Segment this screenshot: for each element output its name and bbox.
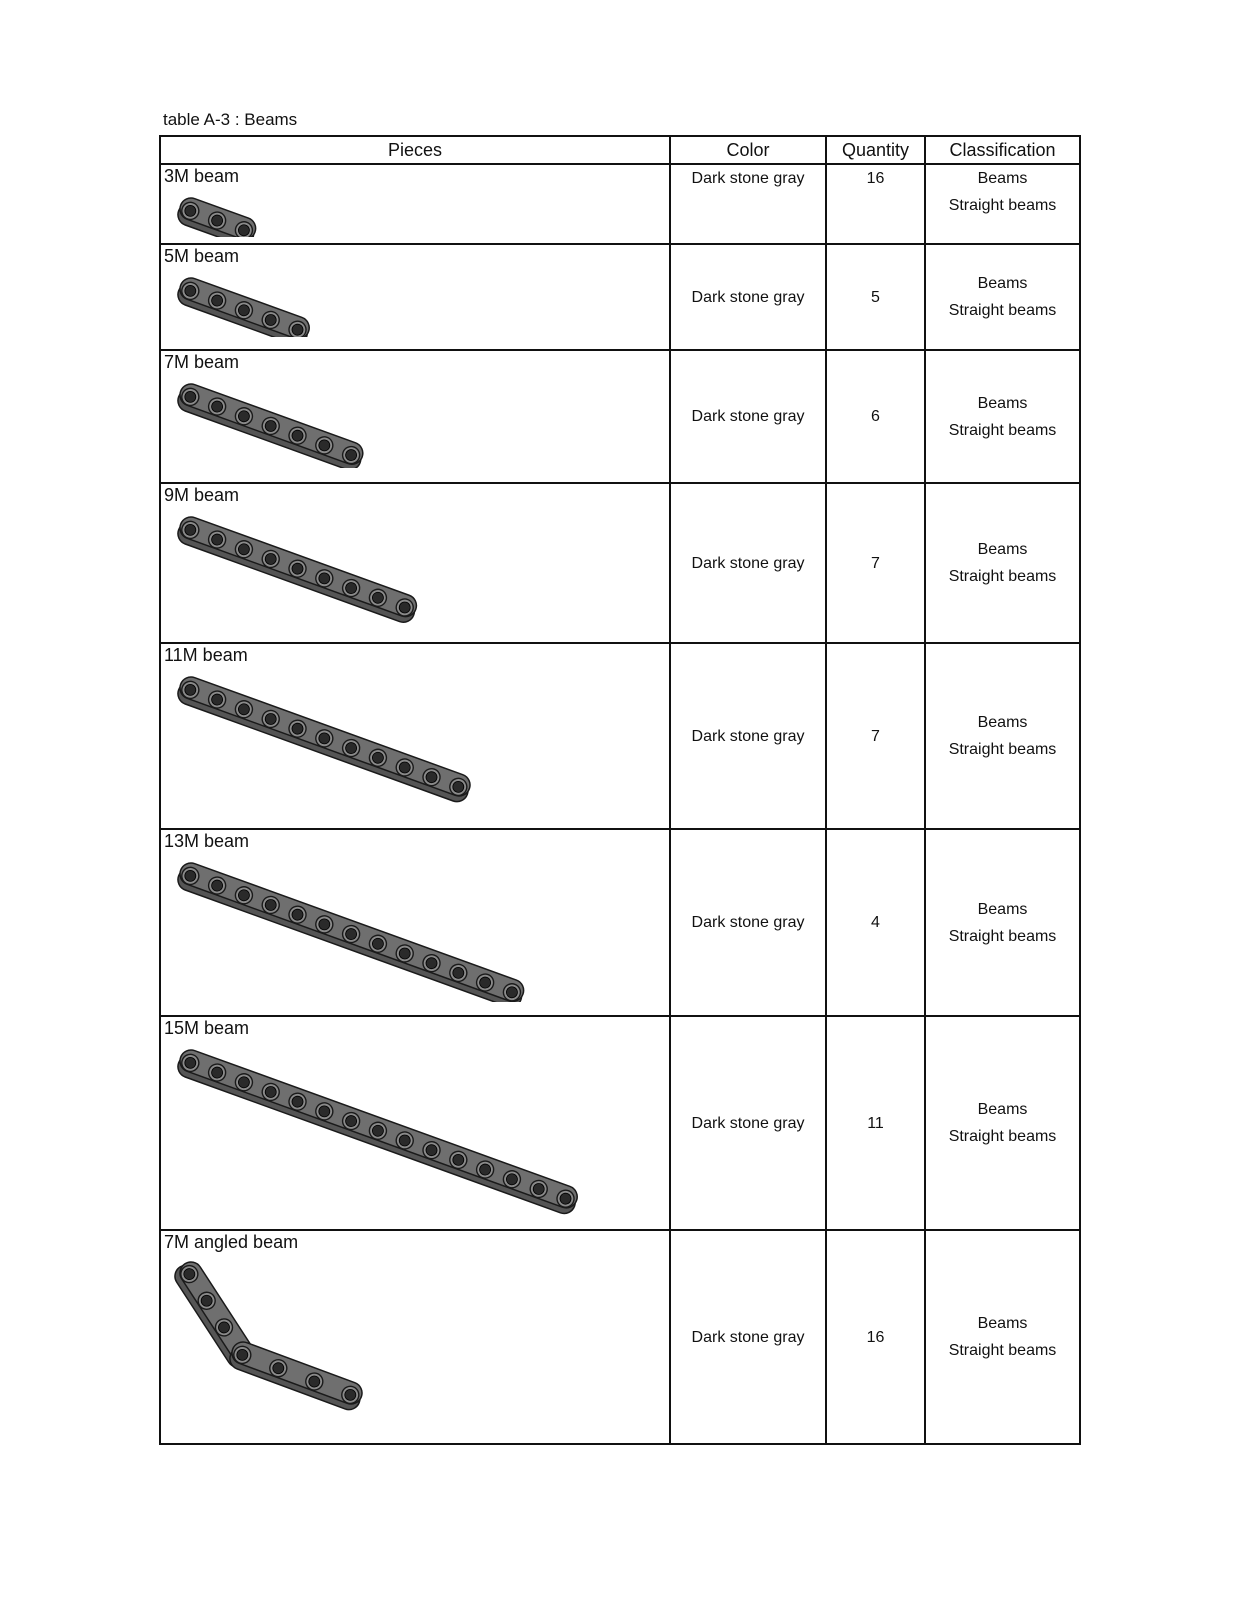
classification-cell [925, 643, 1080, 829]
header-pieces: Pieces [160, 136, 670, 164]
quantity-cell: 5 [826, 244, 925, 350]
piece-name: 13M beam [164, 831, 250, 851]
classification-line-2: Straight beams [948, 568, 1057, 585]
classification-cell [925, 1016, 1080, 1230]
classification-cell [925, 483, 1080, 643]
piece-name: 5M beam [164, 246, 240, 266]
table-row [160, 244, 1080, 350]
classification-line-2: Straight beams [948, 1128, 1057, 1145]
table-row [160, 1230, 1080, 1444]
classification-cell [925, 164, 1080, 244]
beam-3m-icon [161, 187, 661, 237]
beams-table [159, 135, 1081, 1445]
color-cell: Dark stone gray [670, 483, 826, 643]
beam-11m-icon [161, 666, 661, 811]
table-row [160, 164, 1080, 244]
classification-line-1: Beams [977, 275, 1028, 292]
header-quantity: Quantity [826, 136, 925, 164]
piece-name: 15M beam [164, 1018, 250, 1038]
beam-7m-icon [161, 373, 661, 468]
pieces-cell [160, 350, 670, 483]
color-cell: Dark stone gray [670, 1016, 826, 1230]
classification-line-1: Beams [977, 714, 1028, 731]
color-cell: Dark stone gray [670, 643, 826, 829]
classification-line-1: Beams [977, 541, 1028, 558]
classification-line-2: Straight beams [948, 421, 1057, 439]
color-cell: Dark stone gray [670, 1230, 826, 1444]
header-classification: Classification [925, 136, 1080, 164]
color-cell: Dark stone gray [670, 829, 826, 1016]
classification-line-1: Beams [977, 1315, 1028, 1332]
header-color: Color [670, 136, 826, 164]
quantity-cell: 7 [826, 483, 925, 643]
beam-9m-icon [161, 506, 661, 626]
pieces-cell [160, 1230, 670, 1444]
quantity-cell: 16 [826, 164, 925, 244]
color-cell: Dark stone gray [670, 164, 826, 244]
angled-beam-7m-icon [161, 1253, 661, 1428]
piece-name: 7M beam [164, 352, 240, 372]
pieces-cell [160, 164, 670, 244]
beam-13m-icon [161, 852, 661, 1002]
pieces-cell [160, 483, 670, 643]
piece-name: 11M beam [164, 645, 248, 665]
quantity-cell: 6 [826, 350, 925, 483]
classification-line-2: Straight beams [948, 197, 1057, 214]
table-row [160, 829, 1080, 1016]
table-header-row [160, 136, 1080, 164]
color-cell: Dark stone gray [670, 350, 826, 483]
table-caption: table A-3 : Beams [163, 110, 298, 129]
pieces-cell [160, 244, 670, 350]
pieces-cell [160, 1016, 670, 1230]
quantity-cell: 7 [826, 643, 925, 829]
beam-5m-icon [161, 267, 661, 337]
quantity-cell: 16 [826, 1230, 925, 1444]
table-row [160, 483, 1080, 643]
quantity-cell: 4 [826, 829, 925, 1016]
pieces-cell [160, 643, 670, 829]
table-row [160, 350, 1080, 483]
classification-line-2: Straight beams [948, 741, 1057, 758]
piece-name: 9M beam [164, 485, 240, 505]
classification-line-1: Beams [977, 394, 1028, 412]
pieces-cell [160, 829, 670, 1016]
beam-15m-icon [161, 1039, 661, 1219]
classification-line-1: Beams [977, 170, 1028, 187]
classification-line-2: Straight beams [948, 1342, 1057, 1359]
classification-cell [925, 829, 1080, 1016]
quantity-cell: 11 [826, 1016, 925, 1230]
classification-line-2: Straight beams [948, 302, 1057, 319]
classification-line-1: Beams [977, 900, 1028, 918]
classification-line-1: Beams [977, 1101, 1028, 1118]
piece-name: 3M beam [164, 166, 240, 186]
color-cell: Dark stone gray [670, 244, 826, 350]
classification-cell [925, 1230, 1080, 1444]
piece-name: 7M angled beam [164, 1232, 299, 1252]
table-row [160, 643, 1080, 829]
classification-cell [925, 350, 1080, 483]
table-row [160, 1016, 1080, 1230]
classification-cell [925, 244, 1080, 350]
classification-line-2: Straight beams [948, 927, 1057, 945]
